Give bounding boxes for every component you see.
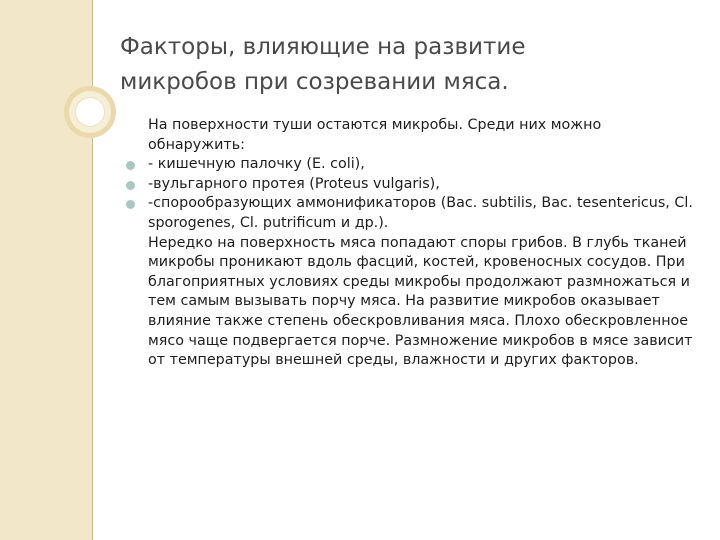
paragraph-details: Нередко на поверхность мяса попадают споры грибов. В глубь тканей микробы проникают вдоль фасций, костей, кровеносных сосудов. При благоприятных условиях среды микробы продолжают размножаться и тем самым вызывать порчу мяса. На развитие микробов оказывает влияние также степень обескровливания мяса. Плохо обескровленное мясо чаще подвергается порче. Размножение микробов в мясе зависит от температуры внешней среды, влажности и других факторов. (148, 234, 693, 369)
card-border-line (92, 0, 93, 540)
slide-title-line-1: Факторы, влияющие на развитие (120, 34, 526, 60)
decorative-ring-center (75, 97, 105, 127)
bullet-item-spore-formers: -спорообразующих аммонификаторов (Bac. subtilis, Bac. tesentericus, Cl. sporogenes, Cl. putrificum и др.). (148, 194, 696, 233)
slide-body (148, 116, 696, 371)
bullet-item-proteus: -вульгарного протея (Proteus vulgaris), (148, 175, 696, 195)
slide-title (120, 30, 680, 100)
slide-title-line-2: микробов при созревании мяса. (120, 69, 509, 95)
bullet-item-e-coli: - кишечную палочку (E. coli), (148, 155, 696, 175)
paragraph-intro: На поверхности туши остаются микробы. Среди них можно обнаружить: (148, 117, 602, 153)
